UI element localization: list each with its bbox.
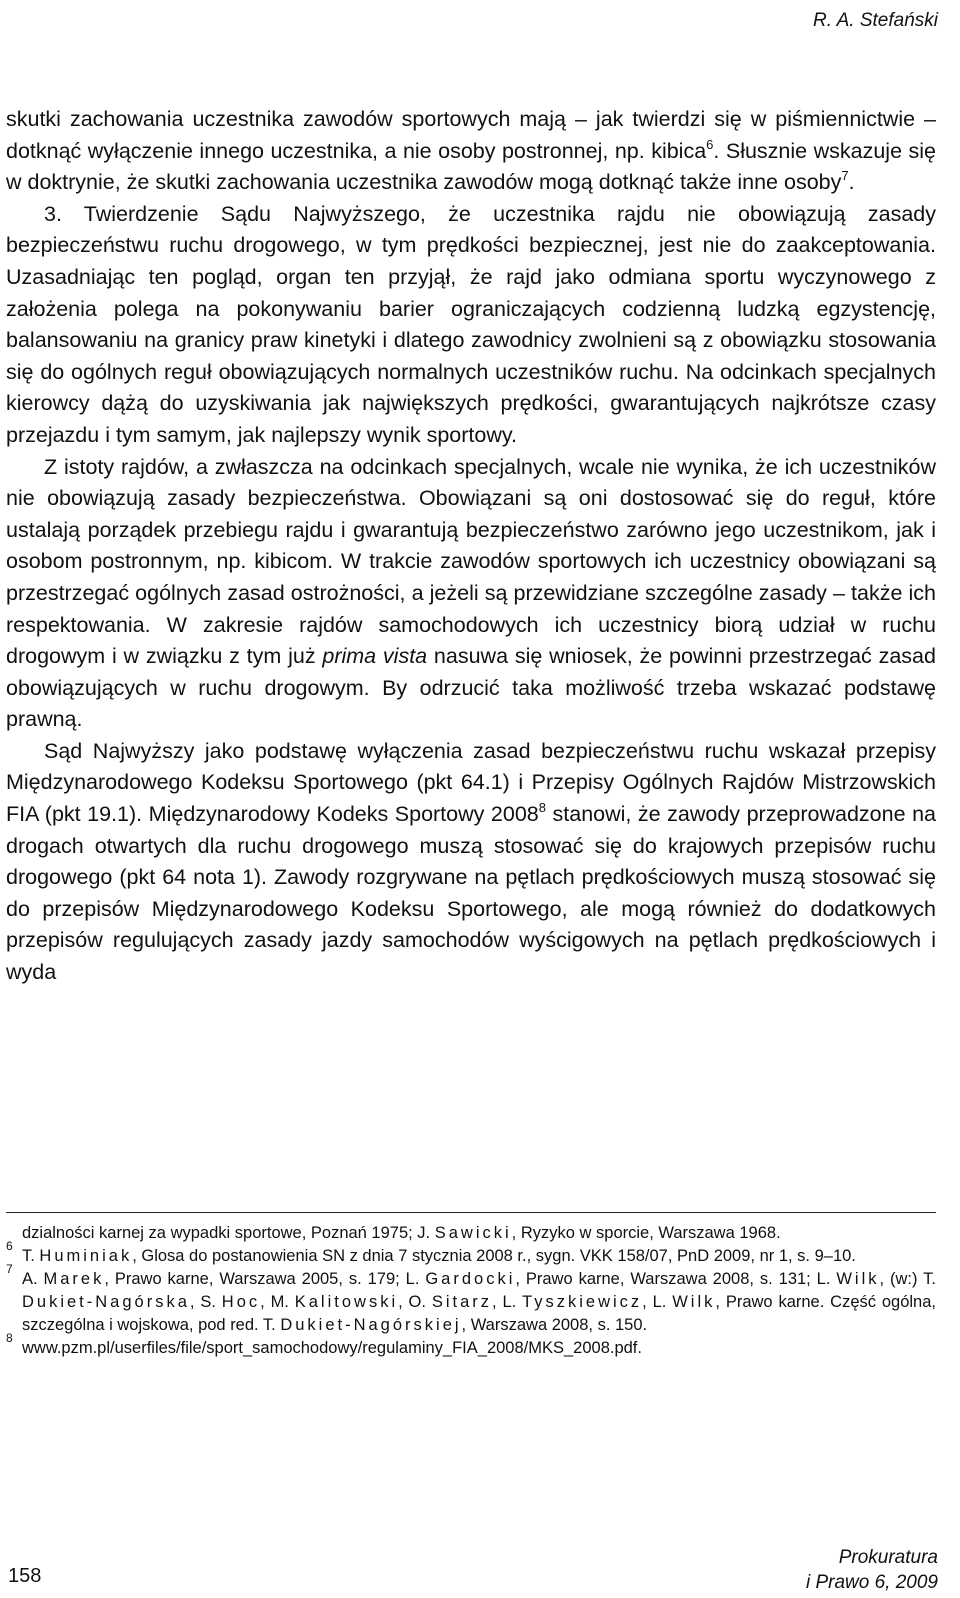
footnote-ref-6[interactable]: 6: [706, 136, 714, 152]
running-header-author: R. A. Stefański: [813, 10, 938, 31]
paragraph-supreme-court: Sąd Najwyższy jako podstawę wyłączenia zasad bezpieczeństwu ruchu wskazał przepisy Międzynarodowego Kodeksu Sportowego (pkt 64.1) i Przepisy Ogólnych Rajdów Mistrzowskich FIA (pkt 19.1). Międzynarodowy Kodeks Sportowy 2008$^8$ stanowi, że zawody przeprowadzone na drogach otwartych dla ruchu drogowego muszą stosować się do krajowych przepisów ruchu drogowego (pkt 64 nota 1). Zawody rozgrywane na pętlach prędkościowych muszą stosować się do przepisów Międzynarodowego Kodeksu Sportowego, ale mogą również do dodatkowych przepisów regulujących zasady jazdy samochodów wyścigowych na pętlach prędkościowych i wyda: [6, 738, 936, 985]
page-number: 158: [8, 1565, 42, 1587]
journal-name: Prokuratura: [838, 1547, 938, 1568]
footnote-url[interactable]: www.pzm.pl/userfiles/file/sport_samochodowy/regulaminy_FIA_2008/MKS_2008.pdf.: [22, 1338, 642, 1357]
paragraph-rally-safety: Z istoty rajdów, a zwłaszcza na odcinkach specjalnych, wcale nie wynika, że ich uczestników nie obowiązują zasady bezpieczeństwa. Obowiązani są oni dostosować się do reguł, które ustalają porządek przebiegu rajdu i gwarantują bezpieczeństwo zarówno jego uczestnikom, jak i osobom postronnym, np. kibicom. W trakcie zawodów sportowych ich uczestnicy obowiązani są przestrzegać ogólnych zasad ostrożności, a jeżeli są przewidziane szczególne zasady – także ich respektowania. W zakresie rajdów samochodowych ich uczestnicy biorą udział w ruchu drogowym i w związku z tym już prima vista nasuwa się wniosek, że powinni przestrzegać zasad obowiązujących w ruchu drogowym. By odrzucić taka możliwość trzeba wskazać podstawę prawną.: [6, 454, 936, 732]
footnote-7: 7 A. Marek, Prawo karne, Warszawa 2005, s. 179; L. Gardocki, Prawo karne, Warszawa 2008, s. 131; L. Wilk, (w:) T. Dukiet-Nagórska, S. Hoc, M. Kalitowski, O. Sitarz, L. Tyszkiewicz, L. Wilk, Prawo karne. Część ogólna, szczególna i wojskowa, pod red. T. Dukiet-Nagórskiej, Warszawa 2008, s. 150.: [6, 1261, 936, 1334]
footnote-separator: [6, 1212, 936, 1213]
journal-issue: i Prawo 6, 2009: [805, 1572, 938, 1593]
italic-phrase: prima vista: [322, 644, 428, 669]
paragraph-section-3: 3. Twierdzenie Sądu Najwyższego, że uczestnika rajdu nie obowiązują zasady bezpieczeństwu ruchu drogowego, w tym prędkości bezpiecznej, jest nie do zaakceptowania. Uzasadniając ten pogląd, organ ten przyjął, że rajd jako odmiana sportu wyczynowego z założenia polega na pokonywaniu barier ograniczających codzienną ludzką egzystencję, balansowaniu na granicy praw kinetyki i dlatego zawodnicy zwolnieni są z obowiązku stosowania się do ogólnych reguł obowiązujących normalnych uczestników ruchu. Na odcinkach specjalnych kierowcy dążą do uzyskiwania jak największych prędkości, gwarantujących najkrótsze czasy przejazdu i tym samym, jak najlepszy wynik sportowy.: [6, 201, 936, 447]
paragraph-continuation: skutki zachowania uczestnika zawodów sportowych mają – jak twierdzi się w piśmiennictwie – dotknąć wyłączenie innego uczestnika, a nie osoby postronnej, np. kibica$^6$. Słusznie wskazuje się w doktrynie, że skutki zachowania uczestnika zawodów mogą dotknąć także inne osoby$^7$.: [6, 107, 936, 195]
journal-footer: [806, 1545, 938, 1595]
footnote-ref-8[interactable]: 8: [538, 800, 546, 816]
footnotes: [6, 1222, 936, 1359]
footnote-6: 6 T. Huminiak, Glosa do postanowienia SN z dnia 7 stycznia 2008 r., sygn. VKK 158/07, PnD 2009, nr 1, s. 9–10.: [6, 1238, 856, 1265]
footnote-continuation: dzialności karnej za wypadki sportowe, Poznań 1975; J. Sawicki, Ryzyko w sporcie, Warszawa 1968.: [22, 1224, 781, 1242]
main-text: [6, 104, 936, 989]
footnote-ref-7[interactable]: 7: [841, 168, 849, 184]
footnote-8: 8 www.pzm.pl/userfiles/file/sport_samochodowy/regulaminy_FIA_2008/MKS_2008.pdf.: [6, 1330, 642, 1357]
